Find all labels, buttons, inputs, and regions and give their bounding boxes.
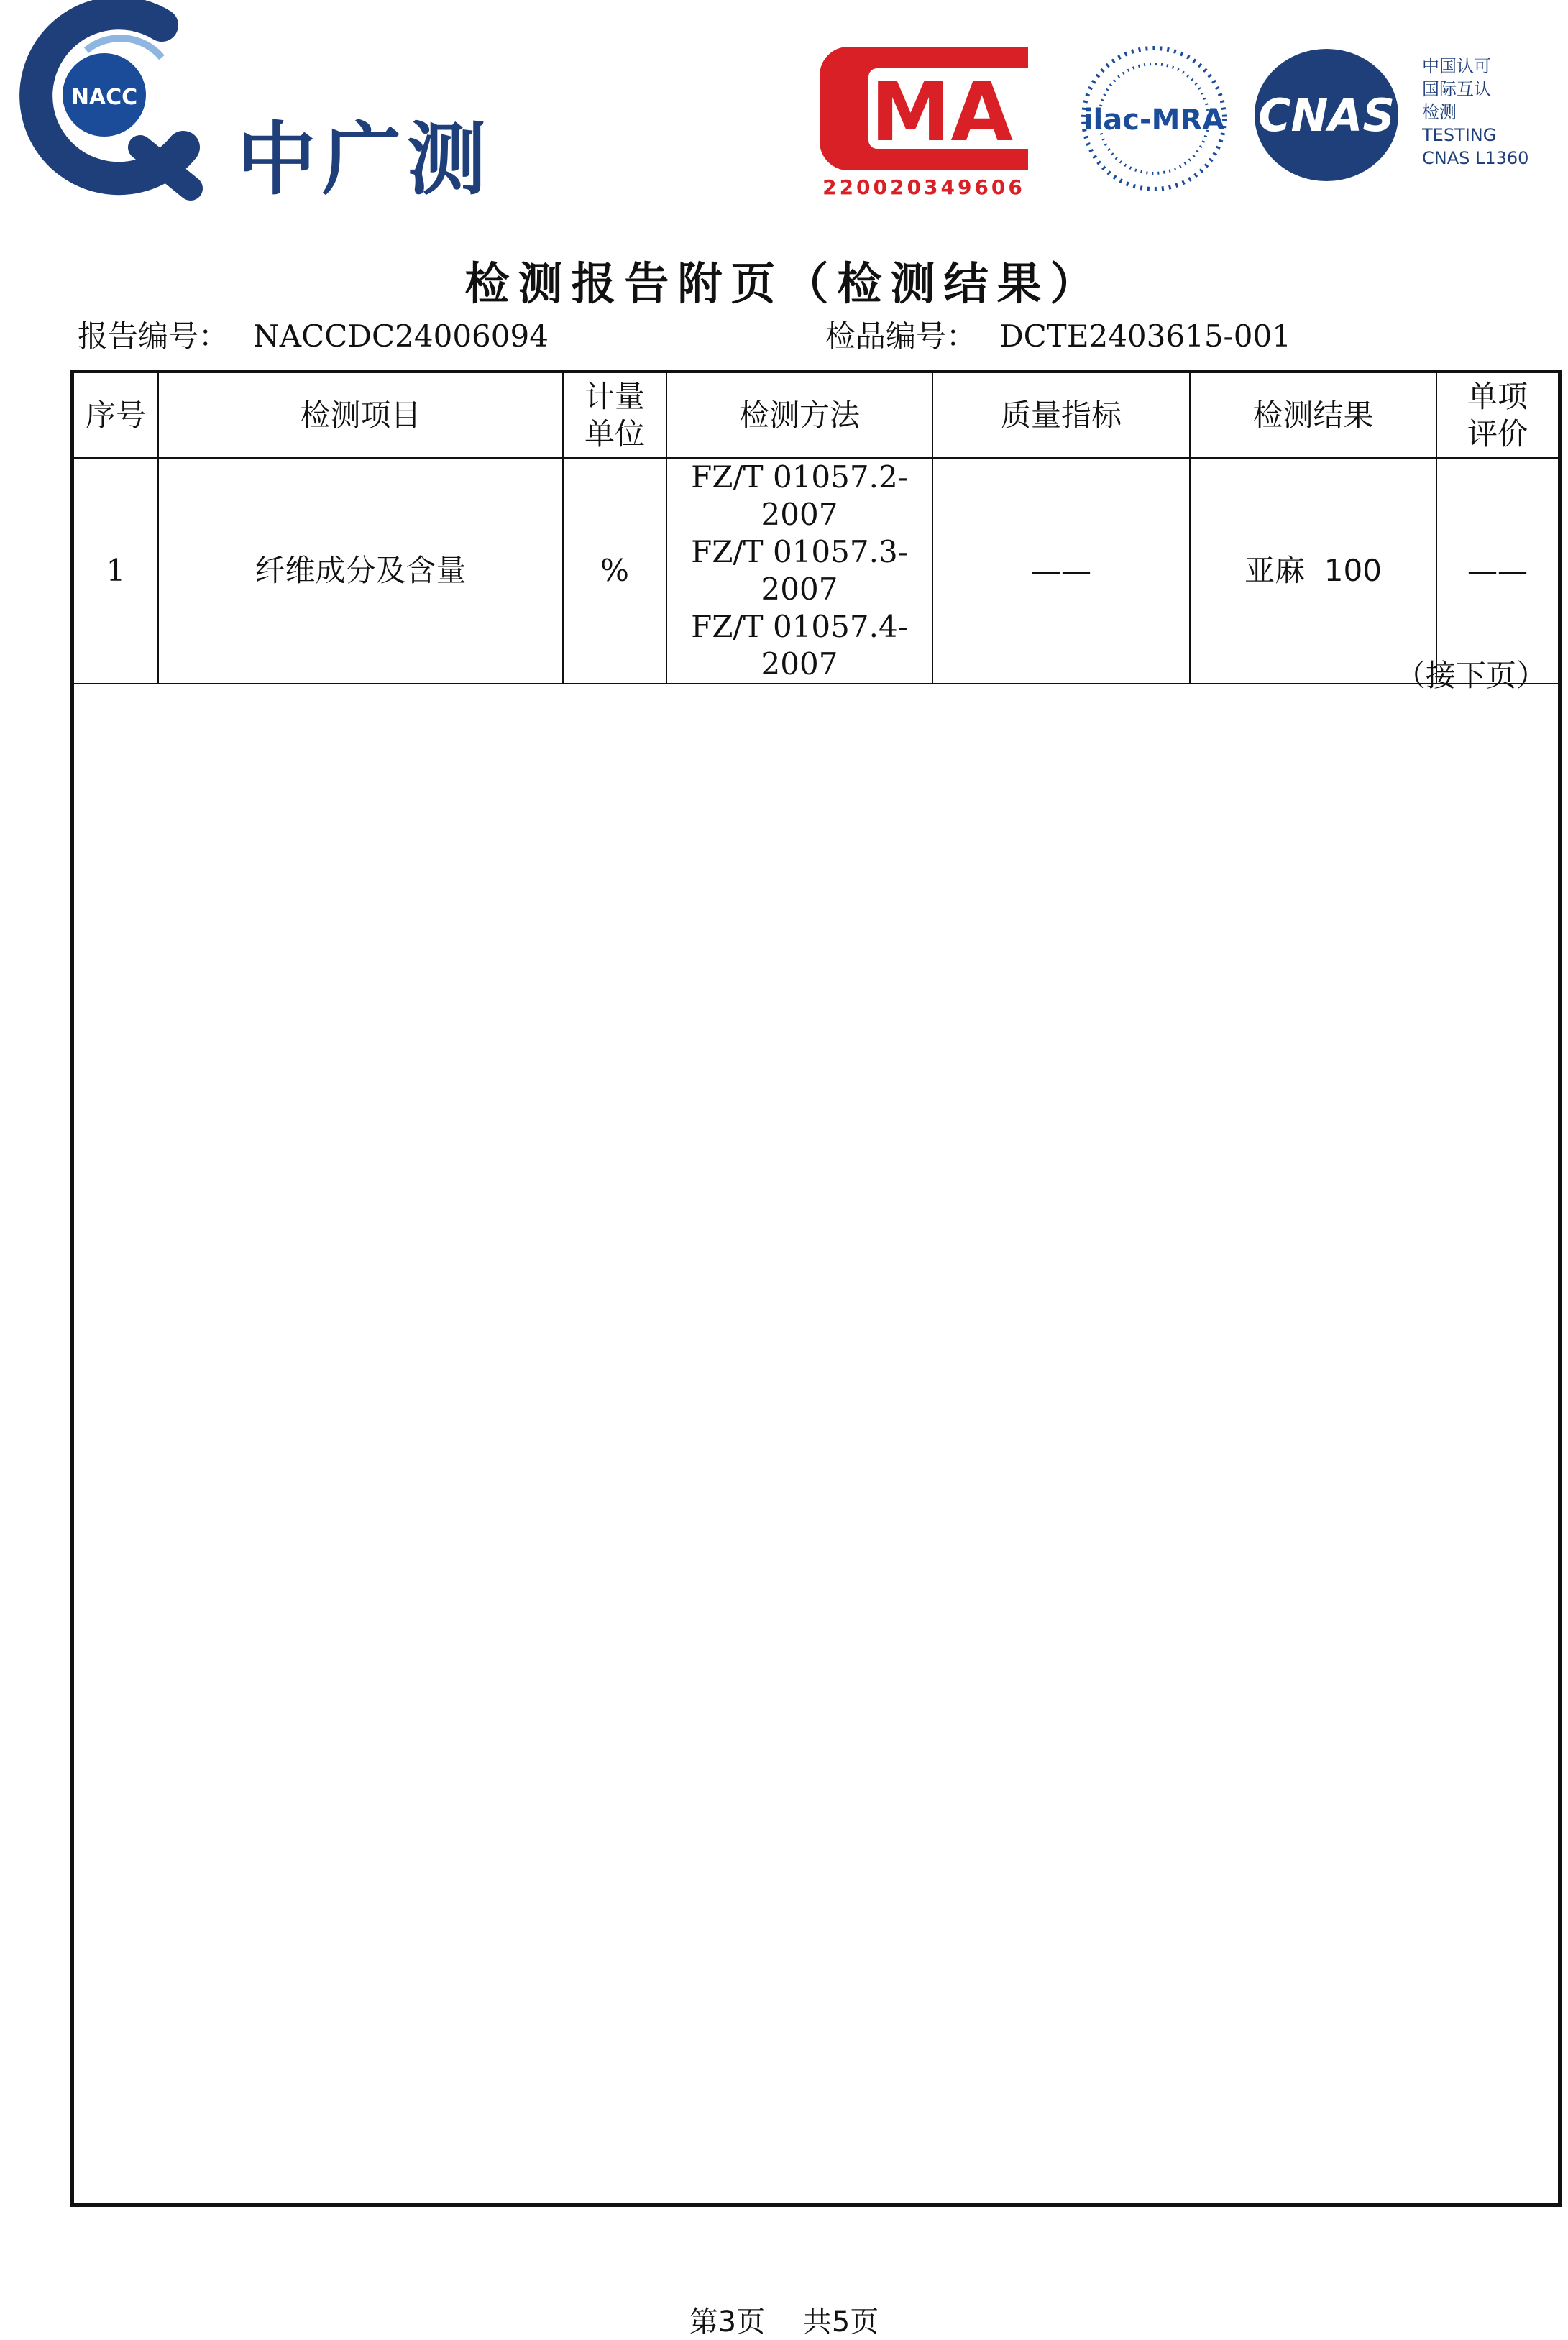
cma-code: 220020349606 (822, 175, 1025, 198)
method-line-2: FZ/T 01057.3-2007 (691, 534, 908, 607)
header-eval-line-2: 评价 (1467, 416, 1528, 451)
cma-logo (812, 40, 1035, 198)
report-number-value: NACCDC24006094 (253, 318, 549, 354)
brand-name: 中广测 (237, 114, 492, 201)
header-spec: 质量指标 (932, 373, 1190, 458)
report-number-label: 报告编号： (78, 318, 229, 354)
cnas-logo (1251, 43, 1567, 187)
cma-mark-text: MA (870, 66, 1014, 160)
page-title: 检测报告附页（检测结果） (464, 257, 1104, 310)
method-line-3: FZ/T 01057.4-2007 (691, 609, 908, 682)
header-result: 检测结果 (1190, 373, 1436, 458)
ilac-mra-text: ilac-MRA (1083, 104, 1225, 137)
sample-number-label: 检品编号： (825, 318, 977, 354)
table-row (74, 458, 1558, 684)
header-seq: 序号 (74, 373, 158, 458)
cnas-side-line-2: 国际互认 (1422, 79, 1491, 99)
header-eval (1436, 373, 1558, 458)
cell-eval: —— (1436, 458, 1558, 684)
cell-result: 亚麻 100 (1190, 458, 1436, 684)
results-table (74, 373, 1558, 684)
sample-number-value: DCTE2403615-001 (999, 318, 1291, 354)
page-total: 共5页 (802, 2305, 879, 2339)
cell-method (666, 458, 932, 684)
cell-item: 纤维成分及含量 (158, 458, 563, 684)
header-unit-line-2: 单位 (584, 416, 645, 451)
nacc-short-text: NACC (70, 85, 138, 110)
header-eval-line-1: 单项 (1467, 378, 1528, 414)
continued-note: （接下页） (1395, 658, 1546, 693)
ilac-mra-logo (1071, 40, 1237, 198)
cnas-side-line-1: 中国认可 (1422, 56, 1491, 76)
header-item: 检测项目 (158, 373, 563, 458)
cell-spec: —— (932, 458, 1190, 684)
method-line-1: FZ/T 01057.2-2007 (691, 459, 908, 532)
page-footer (0, 2304, 1568, 2340)
cnas-side-line-3: 检测 (1422, 102, 1457, 122)
cnas-side-line-5: CNAS L1360 (1422, 148, 1529, 168)
cell-unit: % (563, 458, 666, 684)
page-number: 第3页 (689, 2305, 766, 2339)
header-unit (563, 373, 666, 458)
header-method: 检测方法 (666, 373, 932, 458)
cnas-side-line-4: TESTING (1422, 125, 1497, 145)
cell-seq: 1 (74, 458, 158, 684)
header-unit-line-1: 计量 (584, 378, 645, 414)
nacc-logo (0, 0, 518, 201)
table-header-row (74, 373, 1558, 458)
cnas-mark-text: CNAS (1257, 89, 1395, 142)
